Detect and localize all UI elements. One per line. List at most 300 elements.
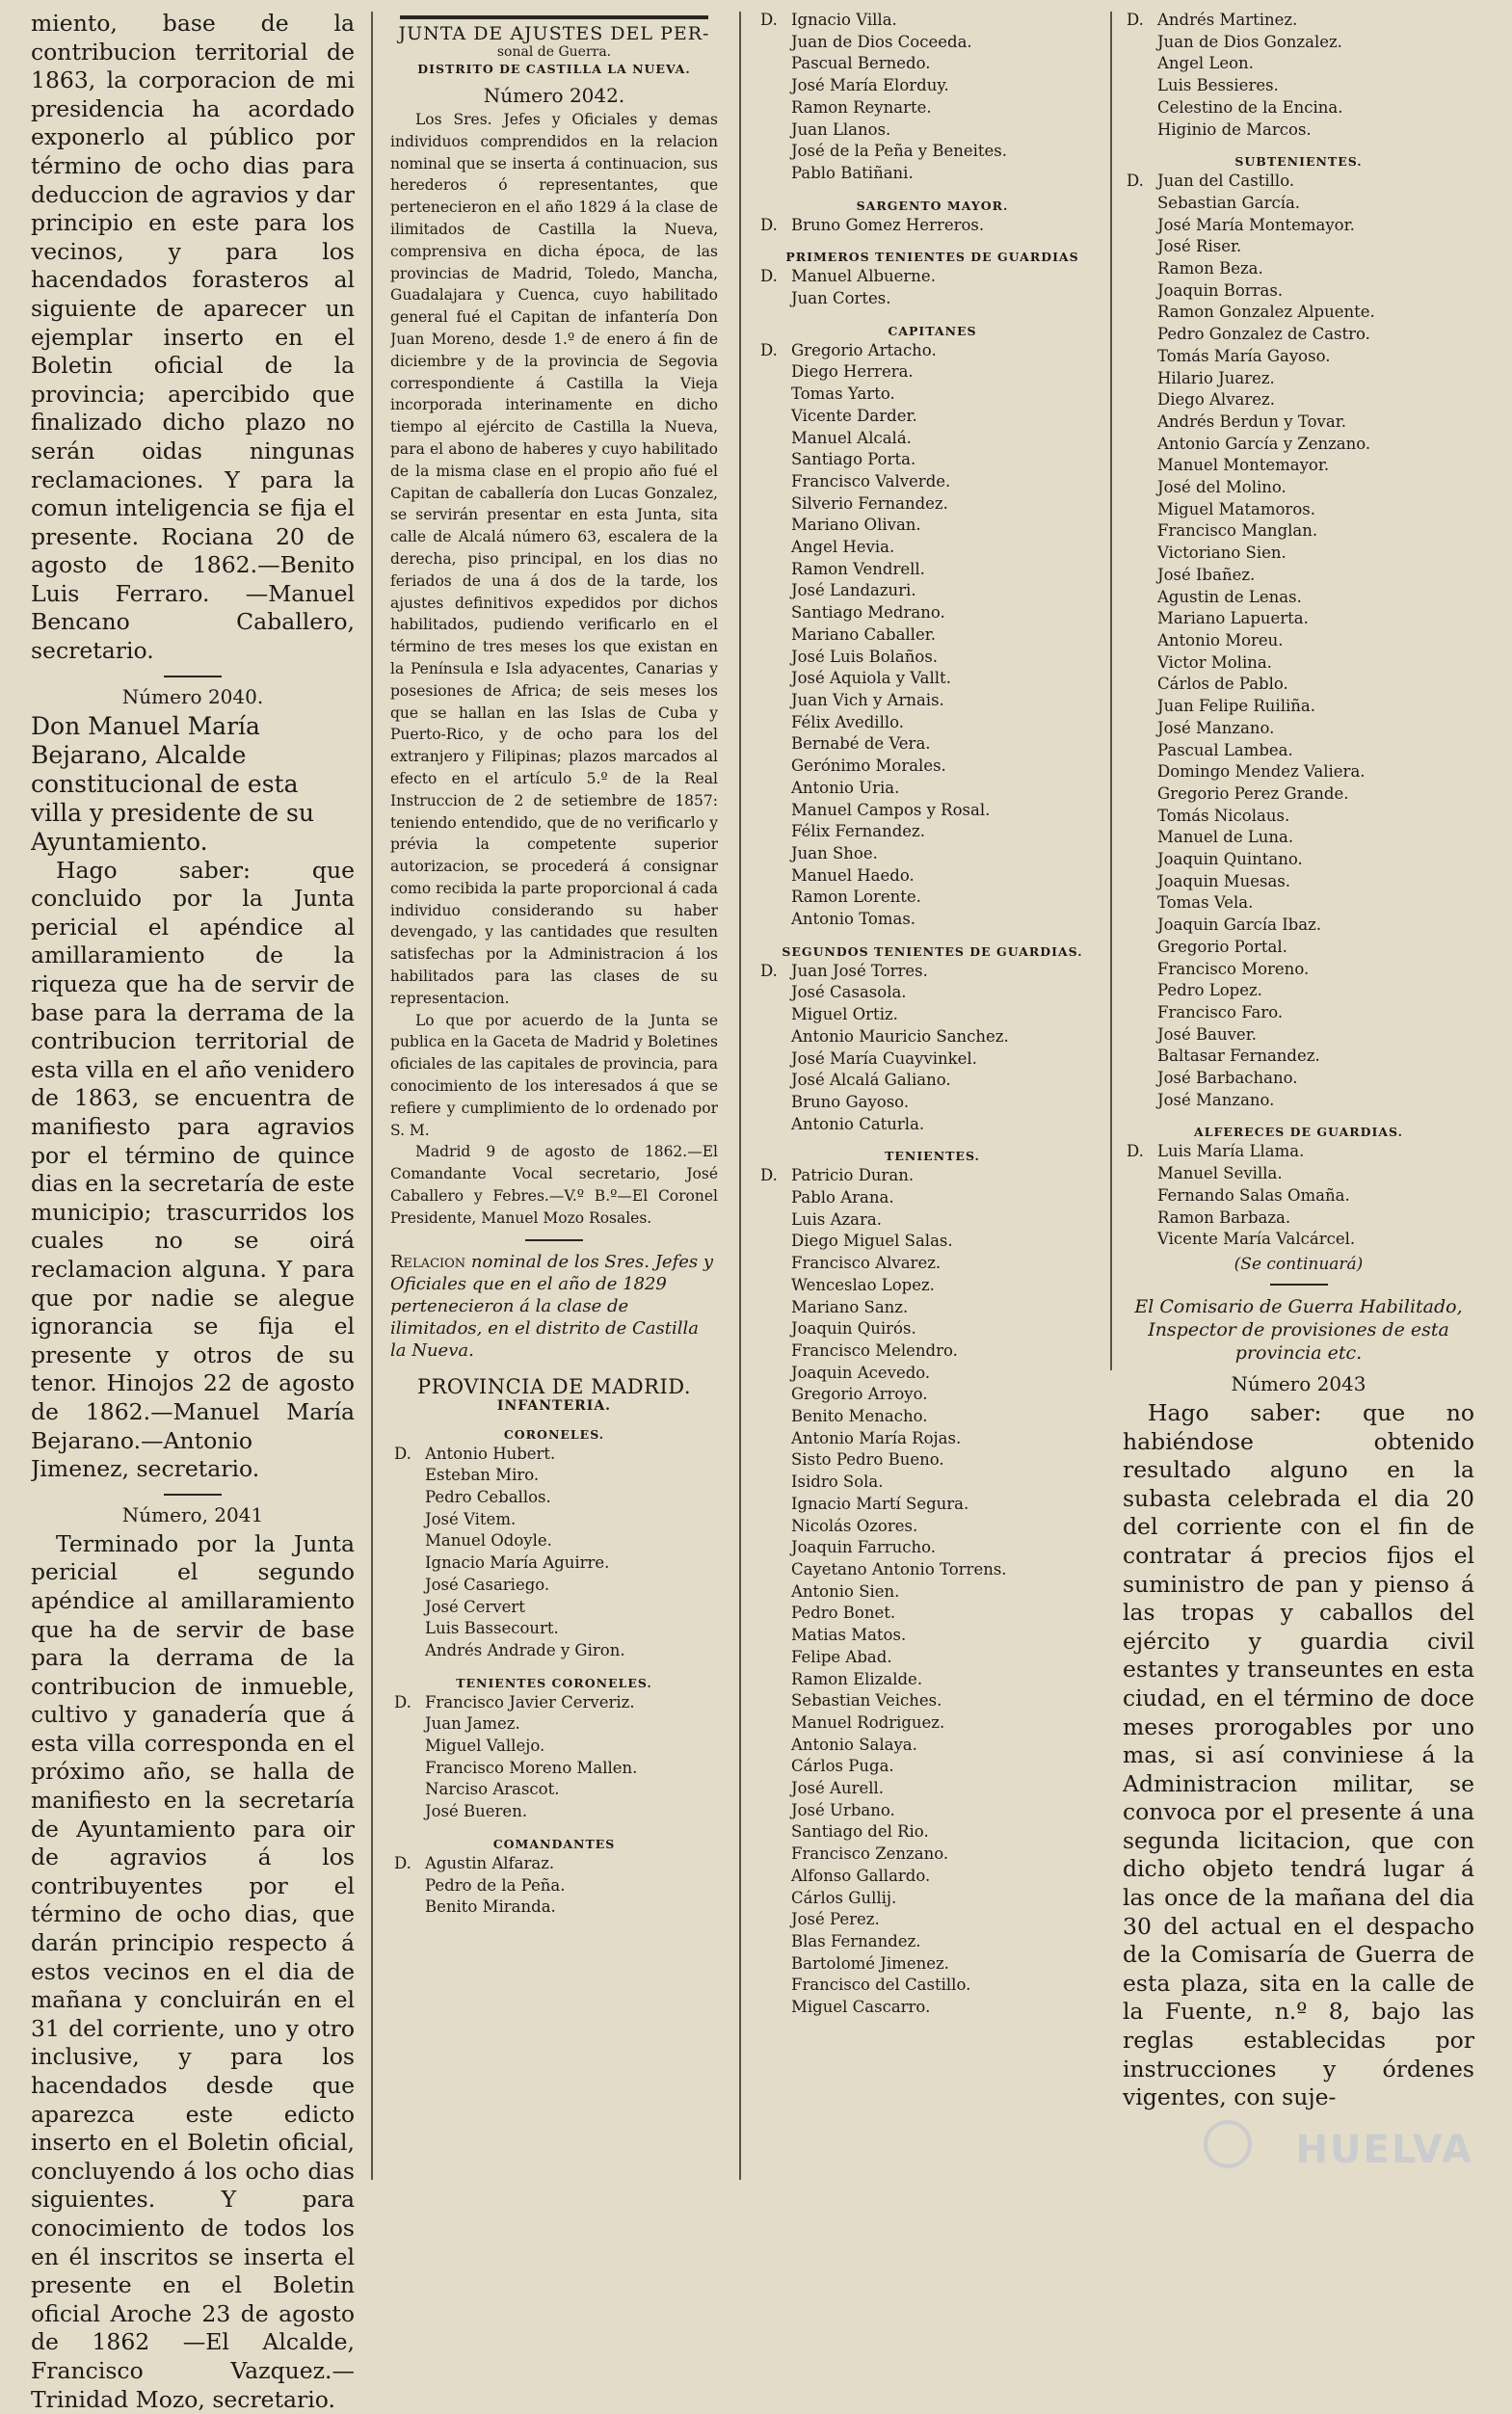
officer-name [1123,565,1474,587]
officer-name-text: Francisco Valverde. [791,471,951,491]
officer-name-text: Joaquin Muesas. [1157,871,1291,890]
officer-name-text: Pascual Lambea. [1157,740,1293,759]
officer-name [756,537,1108,559]
officer-name [1123,652,1474,675]
notice-rociana [31,10,355,666]
don-prefix: D. [394,1692,411,1711]
officer-name-text: Gerónimo Morales. [791,756,946,776]
officer-name [756,865,1108,888]
officer-name-text: Silverio Fernandez. [791,493,948,513]
column-rule-1 [371,12,373,2180]
officer-name-text: Mariano Caballer. [791,624,937,644]
officer-name-text: Agustin Alfaraz. [425,1853,555,1872]
notice-2042-text: Los Sres. Jefes y Oficiales y demas individuos comprendidos en la relacion nominal que se inserta á continuacion, sus herederos ó representantes, que pertenecieron en el año 1829 á la clase de ilimitados de Castilla la Nueva, comprensiva en dicha época, de las provincias de Madrid, Toledo, Mancha, Guadalajara y Cuenca, cuyo habilitado general fué el Capitan de infantería Don Juan Moreno, desde 1.º de enero á fin de diciembre y de la provincia de Segovia correspondiente á Castilla la Vieja incorporada interinamente en dicho tiempo al ejército de Castilla la Nueva, para el abono de haberes y cuyo habilitado de la misma clase en el propio año fué el Capitan de caballería don Lucas Gonzalez, se servirán presentar en esta Junta, sita calle de Alcalá número 63, escalera de la derecha, piso principal, en los dias no feriados de una á dos de la tarde, los ajustes definitivos expedidos por dichos habilitados, pudiendo verificarlo en el término de tres meses los que existan en la Península e Isla adyacentes, Canarias y posesiones de Africa; de seis meses los que se hallan en las Islas de Cuba y Puerto-Rico, y de ocho para los del extranjero y Filipinas; plazos marcados al efecto en el artículo 5.º de la Real Instruccion de 2 de setiembre de 1857: teniendo entendido, que de no verificarlo y prévia la competente superior autorizacion, se procederá á consignar como recibida la parte proporcional á cada individuo considerando su haber devengado, y las cantidades que resulten satisfechas por la Administracion á los habilitados para las clases de su representacion. [390,111,718,1007]
officer-name [390,1509,718,1531]
officer-list [756,340,1108,931]
officer-name [1123,1163,1474,1185]
officer-name [756,647,1108,669]
officer-name-text: Bruno Gomez Herreros. [791,215,985,234]
officer-name-text: Antonio Sien. [791,1581,900,1601]
officer-name [756,1844,1108,1866]
officer-lists-col2 [390,1427,718,1919]
officer-name [1123,1185,1474,1207]
officer-name [756,215,1108,237]
officer-name [756,1625,1108,1647]
officer-name-text: José Casariego. [425,1575,550,1594]
officer-name-text: Andrés Berdun y Tovar. [1157,411,1347,431]
rank-heading: SARGENTO MAYOR. [856,198,1009,213]
officer-list [756,10,1108,185]
rank-heading: COMANDANTES [492,1836,616,1851]
officer-name [756,580,1108,602]
officer-name [390,1575,718,1597]
officer-name-text: Pedro Lopez. [1157,981,1262,1000]
separator [164,1494,222,1496]
officer-name-text: Pablo Arana. [791,1188,894,1207]
infantry-heading: INFANTERIA. [496,1397,612,1414]
officer-lists-col4 [1123,10,1474,1251]
officer-name-text: Antonio María Rojas. [791,1428,962,1447]
officer-name-text: Antonio Salaya. [791,1735,917,1754]
officer-name-text: Agustin de Lenas. [1157,587,1302,606]
officer-name [756,1026,1108,1048]
officer-name-text: Juan Llanos. [791,119,891,139]
officer-name [756,1778,1108,1800]
officer-name [756,733,1108,756]
officer-name-text: José Vitem. [425,1509,517,1528]
officer-name [756,1756,1108,1778]
officer-name [756,361,1108,384]
officer-name [1123,1090,1474,1112]
don-prefix: D. [760,11,778,29]
comisario-heading: El Comisario de Guerra Habilitado, Inspector de provisiones de esta provincia etc. [1134,1295,1463,1364]
officer-list [1123,1141,1474,1251]
officer-list [390,1853,718,1919]
officer-name [1123,892,1474,915]
officer-name [1123,32,1474,54]
officer-name-text: Francisco Manglan. [1157,521,1318,541]
officer-name-text: Manuel de Luna. [1157,828,1294,847]
province-heading: PROVINCIA DE MADRID. [416,1374,692,1398]
officer-name-text: José Cervert [425,1597,525,1616]
officer-name [1123,10,1474,32]
officer-name [756,141,1108,163]
officer-name-text: Bernabé de Vera. [791,734,931,754]
relacion-rest: nominal de los Sres. Jefes y Oficiales que en el año de 1829 pertenecieron á la clase de ilimitados, en el distrito de Castilla la Nueva. [390,1251,714,1361]
officer-name-text: José Luis Bolaños. [791,647,939,666]
officer-name-text: Celestino de la Encina. [1157,97,1343,117]
notice-2040-text: Hago saber: que concluido por la Junta pericial el apéndice al amillaramiento de la riqueza que ha de servir de base para la derrama de la contribucion territorial de esta villa en el año venidero de 1863, se encuentra de manifiesto para agravios por el término de quince dias en la secretaría de este municipio; trascurridos los cuales no se oirá reclamacion alguna. Y para que por nadie se alegue ignorancia se fija el presente y otros de su tenor. Hinojos 22 de agosto de 1862.—Manuel María Bejarano.—Antonio Jimenez, secretario. [31,856,355,1483]
officer-list [756,215,1108,237]
officer-name [756,624,1108,647]
officer-name [1123,630,1474,652]
officer-name [756,1363,1108,1385]
officer-name-text: Francisco Moreno. [1157,959,1310,978]
officer-name [1123,368,1474,390]
officer-name [1123,761,1474,783]
officer-name-text: Juan Felipe Ruiliña. [1157,697,1315,716]
officer-name [1123,520,1474,543]
officer-name [756,471,1108,493]
officer-name [756,266,1108,288]
officer-name [756,778,1108,800]
officer-name-text: Luis María Llama. [1157,1142,1305,1161]
officer-name [390,1530,718,1552]
watermark-huelva: HUELVA [1295,2128,1473,2172]
officer-name-text: Manuel Montemayor. [1157,456,1330,475]
officer-name [390,1853,718,1875]
officer-name-text: Alfonso Gallardo. [791,1866,931,1885]
officer-name [390,1444,718,1466]
officer-name [390,1875,718,1897]
officer-name [1123,119,1474,142]
officer-name [390,1487,718,1509]
officer-name [756,53,1108,75]
officer-name-text: Hilario Juarez. [1157,368,1275,387]
officer-name [1123,871,1474,893]
officer-name [1123,608,1474,630]
officer-name-text: Juan Vich y Arnais. [791,690,944,709]
officer-name-text: Manuel Albuerne. [791,267,936,286]
district-heading: DISTRITO DE CASTILLA LA NUEVA. [417,62,691,76]
officer-name-text: Mariano Sanz. [791,1297,909,1316]
column-rule-2 [739,12,741,2180]
officer-name [1123,915,1474,937]
officer-name-text: Ignacio Villa. [791,11,897,29]
officer-name [1123,959,1474,981]
officer-name [756,1603,1108,1625]
notice-number-2042: Número 2042. [483,84,625,107]
officer-name [756,668,1108,690]
rank-heading: PRIMEROS TENIENTES DE GUARDIAS [785,250,1079,265]
officer-name [1123,236,1474,258]
officer-name-text: Juan del Castillo. [1157,172,1295,191]
officer-name [756,10,1108,32]
officer-name-text: Antonio Hubert. [425,1444,556,1463]
officer-name-text: Joaquin Acevedo. [791,1363,931,1382]
officer-name [756,1209,1108,1232]
officer-name-text: Esteban Miro. [425,1466,540,1485]
officer-name-text: José Barbachano. [1157,1069,1298,1088]
officer-name-text: Joaquin Farrucho. [791,1538,937,1557]
officer-name-text: Domingo Mendez Valiera. [1157,762,1366,782]
officer-name [756,1340,1108,1363]
officer-name [756,821,1108,843]
relacion-lead: Relacion [390,1251,466,1272]
officer-name [756,887,1108,909]
officer-name-text: Manuel Rodriguez. [791,1712,945,1732]
officer-name-text: José Riser. [1157,237,1242,256]
officer-name [390,1897,718,1919]
officer-name-text: Antonio Uria. [791,778,900,797]
officer-name [756,1253,1108,1275]
officer-name-text: Francisco Moreno Mallen. [425,1758,638,1777]
officer-name-text: Gregorio Perez Grande. [1157,783,1349,803]
officer-name-text: Manuel Odoyle. [425,1531,552,1551]
officer-name [756,1384,1108,1406]
officer-name-text: Félix Avedillo. [791,712,905,731]
officer-name-text: Benito Menacho. [791,1407,928,1426]
officer-name [756,1690,1108,1712]
officer-name-text: Pascual Bernedo. [791,54,931,73]
officer-name [756,1449,1108,1472]
officer-name-text: Mariano Lapuerta. [1157,609,1309,628]
officer-name-text: Juan Jamez. [425,1714,520,1734]
officer-list [1123,171,1474,1111]
officer-name [756,428,1108,450]
officer-name-text: Tomas Vela. [1157,893,1254,913]
don-prefix: D. [394,1444,411,1463]
column-1 [31,10,355,2414]
officer-name-text: Francisco Faro. [1157,1002,1284,1021]
officer-name-text: Pedro Bonet. [791,1604,896,1623]
officer-name-text: Tomás María Gayoso. [1157,346,1331,365]
officer-name [756,493,1108,516]
don-prefix: D. [760,215,778,234]
officer-name [1123,543,1474,565]
officer-name-text: Vicente Darder. [791,406,917,425]
officer-name [756,1909,1108,1931]
officer-name-text: Pablo Batiñani. [791,163,914,182]
officer-name [1123,1141,1474,1163]
officer-name-text: Cayetano Antonio Torrens. [791,1560,1007,1578]
officer-name-text: Ramon Vendrell. [791,559,925,578]
rank-heading: SEGUNDOS TENIENTES DE GUARDIAS. [782,943,1083,959]
rank-heading: TENIENTES CORONELES. [456,1675,652,1690]
officer-name [756,1187,1108,1209]
officer-name [756,1821,1108,1844]
officer-name [1123,53,1474,75]
officer-name [1123,171,1474,193]
officer-name-text: Tomás Nicolaus. [1157,806,1290,825]
officer-name-text: Bartolomé Jimenez. [791,1953,949,1973]
officer-name-text: José Ibañez. [1157,565,1256,584]
officer-name-text: José Bueren. [425,1802,528,1821]
officer-name [1123,1002,1474,1024]
officer-name [390,1692,718,1714]
officer-name [756,97,1108,119]
officer-name [1123,783,1474,806]
officer-name [1123,215,1474,237]
officer-name-text: José Landazuri. [791,581,916,600]
separator [1270,1284,1328,1286]
officer-name [390,1758,718,1780]
officer-name-text: Francisco Javier Cerveriz. [425,1692,635,1711]
officer-name-text: Ramon Elizalde. [791,1669,923,1688]
officer-name-text: Matias Matos. [791,1626,907,1645]
officer-name-text: Juan Shoe. [791,843,878,862]
officer-name-text: Joaquin Borras. [1157,280,1284,300]
officer-name-text: José Bauver. [1157,1024,1258,1044]
officer-name-text: Ramon Lorente. [791,888,921,907]
officer-name-text: Andrés Martinez. [1157,11,1298,29]
officer-name-text: Miguel Vallejo. [425,1737,545,1756]
officer-name-text: Baltasar Fernandez. [1157,1047,1320,1066]
officer-name-text: José Casasola. [791,983,907,1002]
officer-name [1123,806,1474,828]
officer-name-text: José Alcalá Galiano. [791,1071,951,1090]
officer-name-text: Joaquin Quirós. [791,1319,916,1339]
officer-name-text: Santiago Medrano. [791,603,945,623]
officer-name [1123,827,1474,849]
officer-name-text: Blas Fernandez. [791,1931,921,1950]
officer-name [756,1428,1108,1450]
officer-list [756,961,1108,1136]
officer-name-text: Luis Bessieres. [1157,76,1279,95]
officer-name-text: Angel Hevia. [791,538,895,557]
officer-name-text: Joaquin Quintano. [1157,850,1303,869]
officer-name-text: José Perez. [791,1910,880,1929]
officer-name-text: Nicolás Ozores. [791,1516,918,1535]
officer-name-text: Manuel Campos y Rosal. [791,800,991,819]
rank-heading: ALFERECES DE GUARDIAS. [1194,1125,1403,1140]
officer-name [756,1004,1108,1026]
officer-name [756,1712,1108,1735]
notice-number-2041: Número, 2041 [121,1502,264,1526]
officer-list [756,1165,1108,2018]
officer-name [1123,302,1474,324]
officer-name [756,1048,1108,1071]
officer-name-text: Higinio de Marcos. [1157,119,1312,139]
officer-name-text: Antonio Mauricio Sanchez. [791,1026,1009,1046]
officer-name [1123,477,1474,499]
officer-name-text: José Manzano. [1157,1090,1275,1109]
officer-name-text: Francisco Zenzano. [791,1844,949,1864]
officer-name-text: José del Molino. [1157,478,1287,497]
officer-name [756,119,1108,142]
officer-name-text: Diego Herrera. [791,362,914,382]
officer-lists-col3 [756,10,1108,2019]
continuara-note: (Se continuará) [1233,1254,1364,1274]
officer-name-text: Ramon Barbaza. [1157,1207,1291,1227]
officer-name [1123,193,1474,215]
officer-name-text: Pedro de la Peña. [425,1875,566,1895]
officer-name [1123,455,1474,477]
officer-name-text: José María Montemayor. [1157,215,1355,234]
column-2 [390,10,718,1919]
officer-name-text: Miguel Ortiz. [791,1005,898,1024]
officer-name-text: Santiago Porta. [791,450,916,469]
officer-name-text: Manuel Sevilla. [1157,1164,1283,1183]
officer-name [756,1231,1108,1253]
officer-name [756,406,1108,428]
officer-name [1123,1229,1474,1251]
notice-2041 [31,1530,355,2414]
officer-name-text: Ramon Reynarte. [791,97,932,117]
separator [525,1239,583,1241]
officer-name-text: Manuel Alcalá. [791,428,912,447]
officer-name [756,1318,1108,1340]
officer-name [756,1647,1108,1669]
notice-2040-heading: Don Manuel María Bejarano, Alcalde constitucional de esta villa y presidente de su Ayuntamiento. [31,711,314,856]
notice-rociana-text: miento, base de la contribucion territorial de 1863, la corporacion de mi presidencia ha acordado exponerlo al público por término de ocho dias para deduccion de agravios y dar principio en este para los vecinos, y para los hacendados forasteros al siguiente de aparecer un ejemplar inserto en el Boletin oficial de la provincia; apercibido que finalizado dicho plazo no serán oidas ningunas reclamaciones. Y para la comun inteligencia se fija el presente. Rociana 20 de agosto de 1862.—Benito Luis Ferraro. —Manuel Bencano Caballero, secretario. [31,10,355,665]
officer-name [756,1406,1108,1428]
officer-name-text: Ramon Beza. [1157,259,1263,279]
officer-name-text: Juan José Torres. [791,961,928,980]
relacion-heading [390,1251,718,1362]
officer-name [1123,937,1474,959]
rank-heading: CORONELES. [503,1426,605,1442]
officer-name-text: Patricio Duran. [791,1166,915,1185]
officer-name-text: Gregorio Arroyo. [791,1385,928,1404]
notice-2042-text-b: Lo que por acuerdo de la Junta se publica en la Gaceta de Madrid y Boletines oficiales de las capitales de provincia, para conocimiento de los interesados á que se refiere y cumplimiento de lo ordenado por S. M. [390,1011,718,1139]
officer-name-text: Andrés Andrade y Giron. [425,1640,625,1659]
officer-name [756,1975,1108,1997]
officer-name [1123,97,1474,119]
notice-number-2043: Número 2043 [1231,1371,1366,1395]
officer-name-text: Tomas Yarto. [791,385,895,404]
watermark-icon [1204,2120,1252,2168]
officer-name [756,843,1108,865]
officer-name [756,982,1108,1004]
don-prefix: D. [1127,172,1144,191]
officer-name [1123,1068,1474,1090]
officer-name [756,515,1108,537]
officer-name [756,1472,1108,1494]
don-prefix: D. [394,1853,411,1872]
officer-name [756,1866,1108,1888]
officer-name-text: Ignacio María Aguirre. [425,1553,610,1573]
officer-name [756,961,1108,983]
officer-name [1123,346,1474,368]
rank-heading: SUBTENIENTES. [1234,154,1363,170]
officer-name [756,1800,1108,1822]
officer-name-text: Victor Molina. [1157,652,1272,672]
officer-name-text: José Aquiola y Vallt. [791,669,951,688]
officer-name-text: José María Elorduy. [791,76,949,95]
officer-name [756,1559,1108,1581]
officer-name-text: Sebastian Veiches. [791,1691,942,1711]
officer-name [756,1297,1108,1319]
officer-name [1123,1207,1474,1230]
officer-name-text: Antonio Caturla. [791,1114,925,1133]
officer-name-text: Francisco del Castillo. [791,1976,971,1995]
officer-name-text: Francisco Melendro. [791,1340,958,1360]
officer-name-text: Mariano Olivan. [791,516,921,535]
officer-list [390,1692,718,1823]
officer-name-text: Joaquin García Ibaz. [1157,915,1322,935]
officer-name [756,712,1108,734]
officer-name [756,1537,1108,1559]
officer-name-text: Cárlos de Pablo. [1157,675,1288,694]
officer-name-text: Ramon Gonzalez Alpuente. [1157,303,1375,322]
officer-name-text: José Manzano. [1157,718,1275,737]
notice-2043 [1123,1399,1474,2112]
officer-name [756,602,1108,624]
officer-name-text: Gregorio Artacho. [791,340,937,359]
officer-name-text: Juan de Dios Coceeda. [791,32,972,51]
officer-name-text: Antonio Moreu. [1157,630,1284,650]
officer-name-text: Narciso Arascot. [425,1780,560,1799]
officer-name [1123,696,1474,718]
officer-name [756,1735,1108,1757]
officer-name [390,1597,718,1619]
officer-name [756,1953,1108,1976]
officer-name [756,1070,1108,1092]
officer-name [756,1165,1108,1187]
officer-name [1123,740,1474,762]
column-rule-3 [1110,12,1112,1370]
officer-name [756,1494,1108,1516]
officer-name [390,1779,718,1801]
officer-name [1123,499,1474,521]
don-prefix: D. [760,267,778,286]
officer-name-text: Ignacio Martí Segura. [791,1494,969,1513]
officer-name [1123,411,1474,434]
officer-name [1123,324,1474,346]
officer-name [390,1618,718,1640]
officer-name [390,1736,718,1758]
